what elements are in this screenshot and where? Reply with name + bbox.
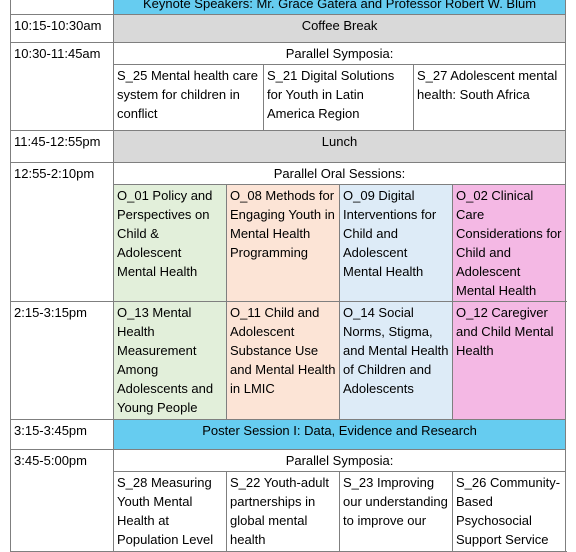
lunch-cell: Lunch (114, 131, 566, 163)
session-cell: O_02 Clinical Care Considerations for Child and Adolescent Mental Health (453, 185, 566, 302)
time-cell: 3:15-3:45pm (11, 420, 114, 450)
coffee-break-cell: Coffee Break (114, 15, 566, 43)
session-cell: O_11 Child and Adolescent Substance Use and Mental Health in LMIC (227, 302, 340, 420)
session-cell: S_23 Improving our understanding to improve our (340, 472, 453, 552)
coffee-row (11, 15, 566, 43)
time-cell: 10:15-10:30am (11, 15, 114, 43)
session-cell: O_13 Mental Health Measurement Among Adolescents and Young People (114, 302, 227, 420)
session-cell: S_26 Community-Based Psychosocial Support Service (453, 472, 566, 552)
symposia2-header-row (11, 450, 566, 472)
keynote-row (11, 0, 566, 15)
session-cell: O_09 Digital Interventions for Child and Adolescent Mental Health (340, 185, 453, 302)
session-cell: O_01 Policy and Perspectives on Child & Adolescent Mental Health (114, 185, 227, 302)
schedule (10, 0, 566, 552)
parallel-oral-header: Parallel Oral Sessions: (114, 163, 566, 185)
schedule-table (10, 0, 566, 552)
oral2-row (11, 302, 566, 420)
session-cell: O_08 Methods for Engaging Youth in Mental Health Programming (227, 185, 340, 302)
session-cell: S_27 Adolescent mental health: South Africa (414, 65, 566, 131)
keynote-banner: Keynote Speakers: Mr. Grace Gatera and Professor Robert W. Blum (114, 0, 566, 15)
session-cell: S_25 Mental health care system for children in conflict (114, 65, 264, 131)
session-cell: S_21 Digital Solutions for Youth in Latin America Region (264, 65, 414, 131)
parallel-symposia-header: Parallel Symposia: (114, 450, 566, 472)
poster-row (11, 420, 566, 450)
lunch-row (11, 131, 566, 163)
poster-session-cell: Poster Session I: Data, Evidence and Research (114, 420, 566, 450)
session-cell: O_14 Social Norms, Stigma, and Mental Health of Children and Adolescents (340, 302, 453, 420)
time-cell: 3:45-5:00pm (11, 450, 114, 552)
session-cell: S_28 Measuring Youth Mental Health at Population Level (114, 472, 227, 552)
symposia1-header-row (11, 43, 566, 65)
time-cell: 10:30-11:45am (11, 43, 114, 131)
session-cell: O_12 Caregiver and Child Mental Health (453, 302, 566, 420)
oral1-header-row (11, 163, 566, 185)
time-cell: 11:45-12:55pm (11, 131, 114, 163)
parallel-symposia-header: Parallel Symposia: (114, 43, 566, 65)
session-cell: S_22 Youth-adult partnerships in global mental health (227, 472, 340, 552)
time-cell: 2:15-3:15pm (11, 302, 114, 420)
time-cell: 12:55-2:10pm (11, 163, 114, 302)
